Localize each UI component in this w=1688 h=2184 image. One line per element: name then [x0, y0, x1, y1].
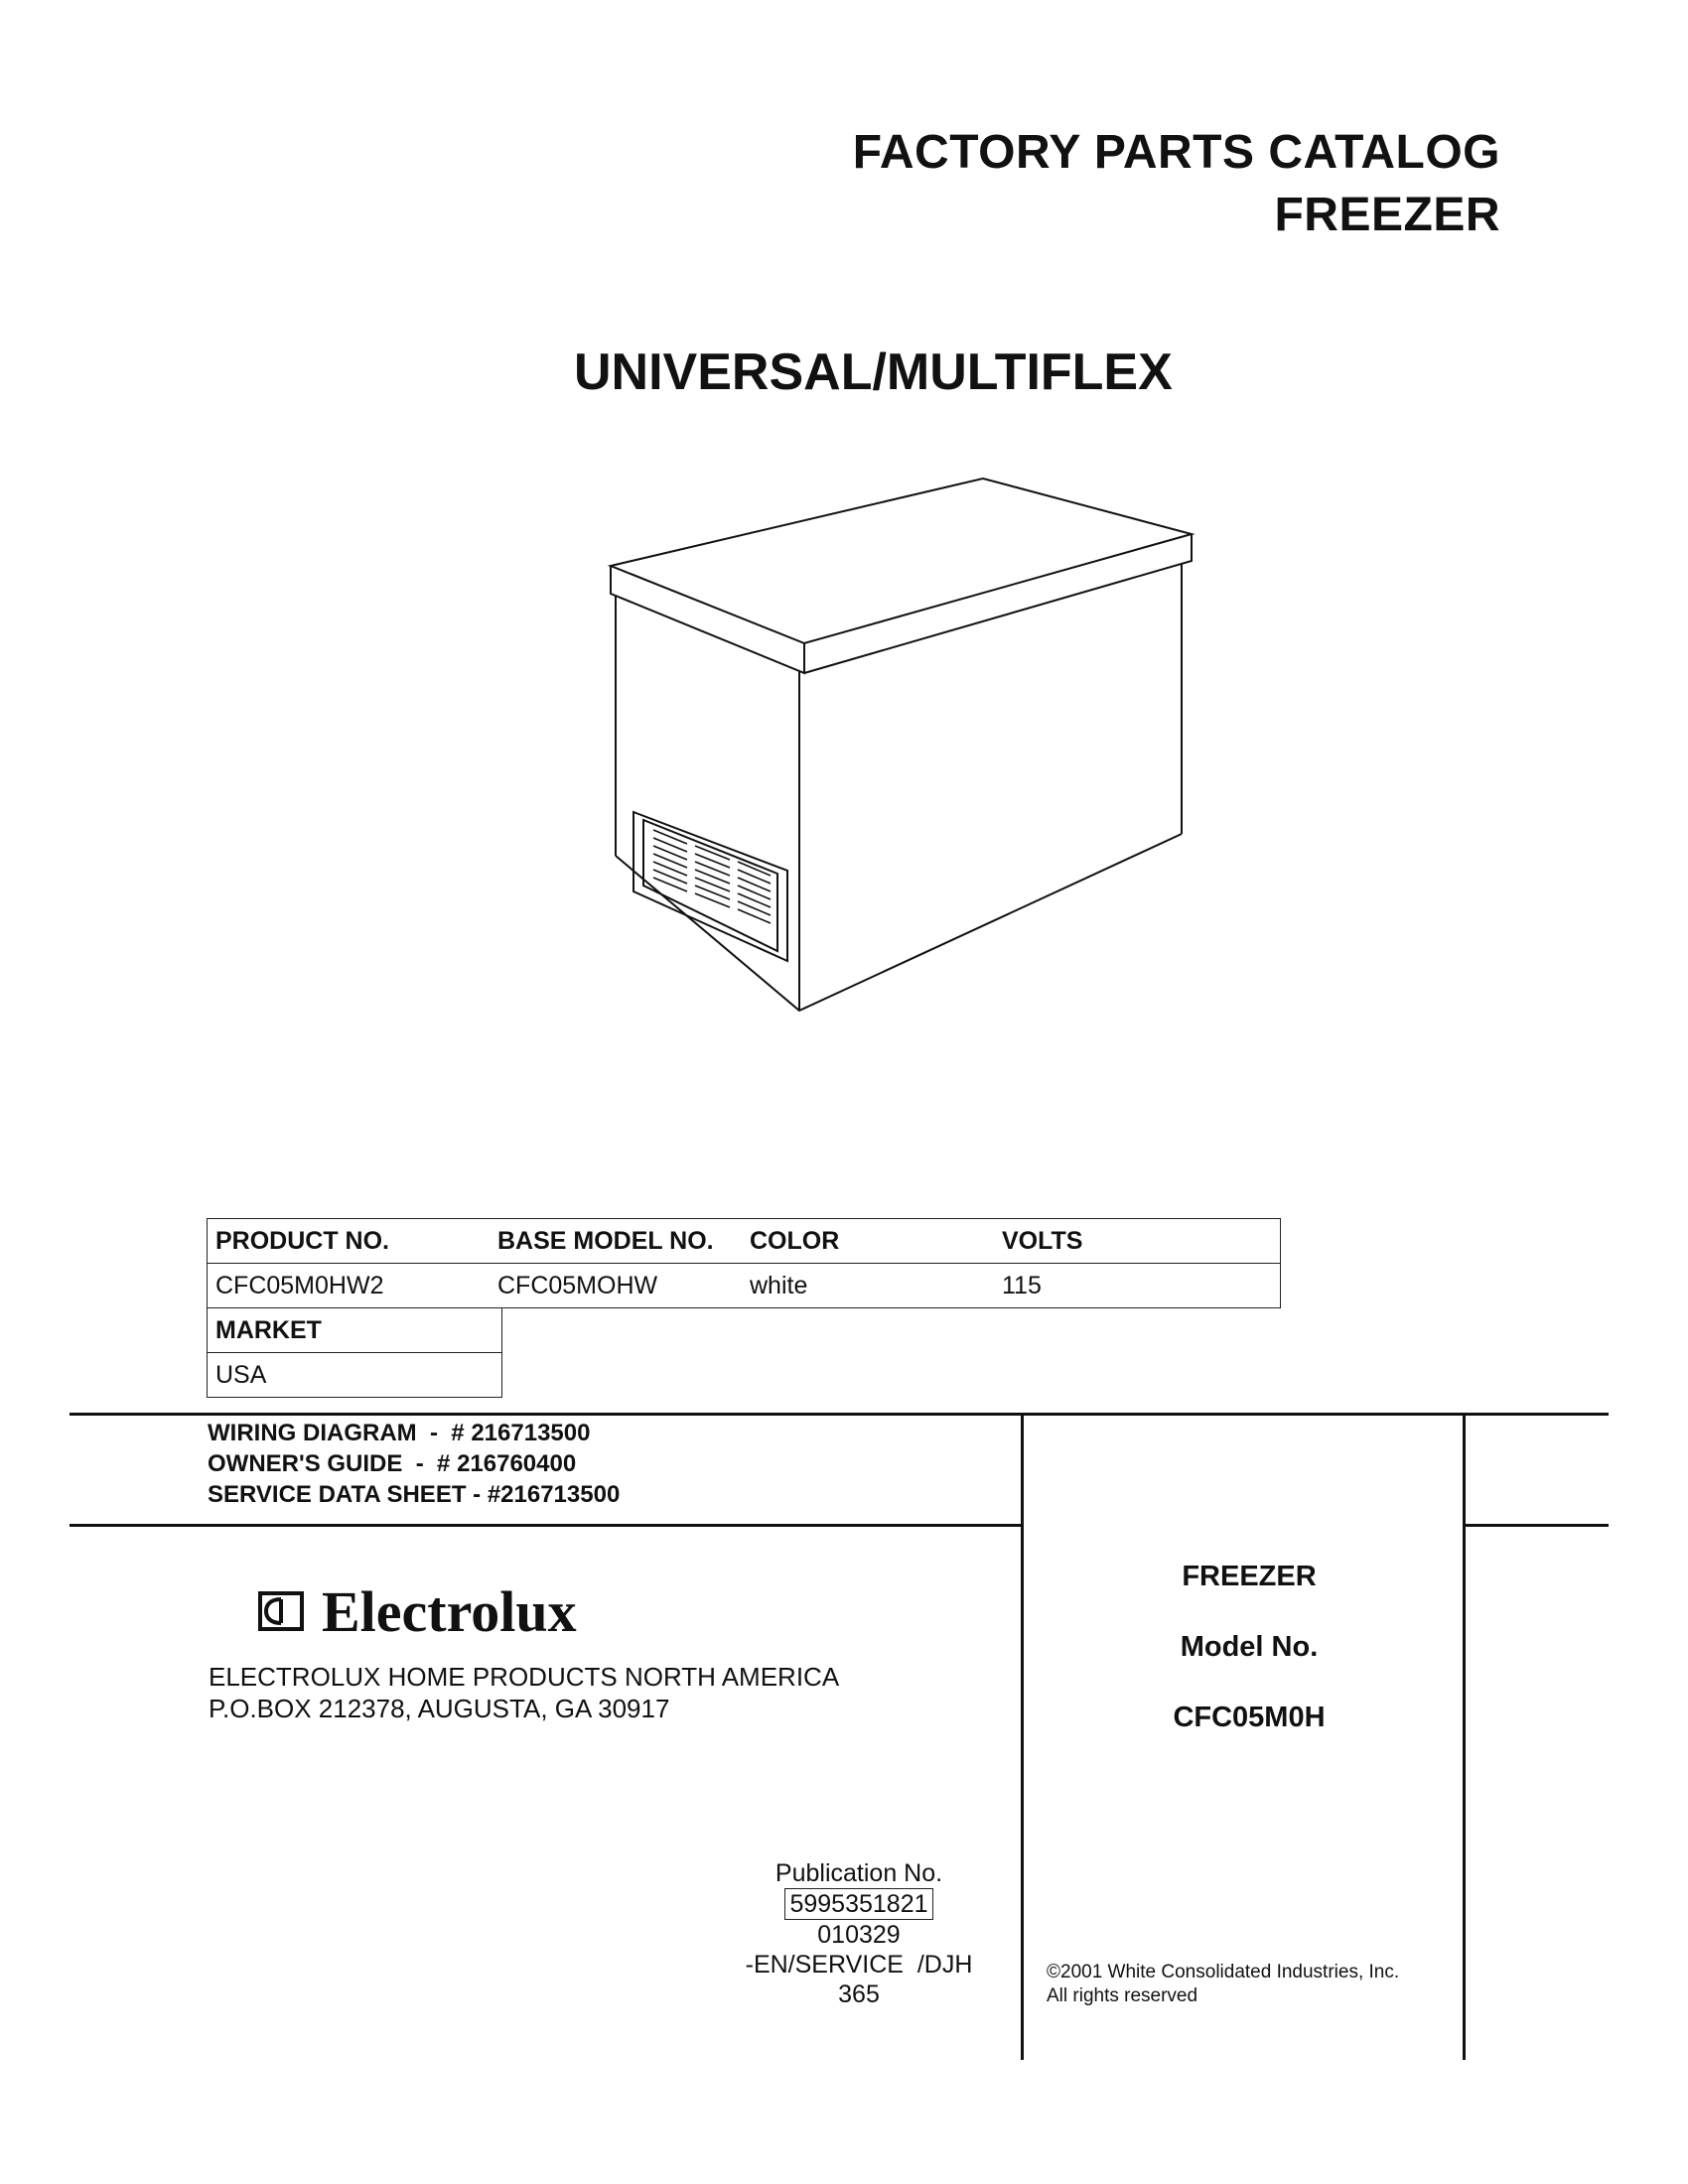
publication-number: 5995351821	[784, 1888, 932, 1920]
copyright-line2: All rights reserved	[1047, 1985, 1198, 2006]
address-line1: ELECTROLUX HOME PRODUCTS NORTH AMERICA	[209, 1662, 840, 1692]
market-header: MARKET	[208, 1308, 502, 1353]
model-label: Model No.	[1180, 1631, 1319, 1663]
spec-header-row	[208, 1219, 1281, 1264]
publication-date-code: 010329	[817, 1921, 901, 1949]
chest-freezer-icon	[576, 467, 1221, 1027]
spec-data-row	[208, 1264, 1281, 1308]
cell-volts: 115	[994, 1264, 1281, 1308]
market-value: USA	[208, 1353, 502, 1398]
publication-block	[730, 1858, 988, 2009]
company-address	[209, 1661, 839, 1724]
doc-service-data-sheet: SERVICE DATA SHEET - #216713500	[208, 1481, 621, 1508]
copyright-notice	[1047, 1961, 1399, 2008]
market-table	[207, 1307, 502, 1398]
series-title: UNIVERSAL/MULTIFLEX	[574, 343, 1173, 401]
publication-label: Publication No.	[774, 1859, 943, 1887]
cell-color: white	[742, 1264, 994, 1308]
doc-wiring-diagram: WIRING DIAGRAM - # 216713500	[208, 1420, 591, 1446]
divider-vertical-left	[1021, 1413, 1024, 2060]
catalog-title-line1: FACTORY PARTS CATALOG	[852, 126, 1500, 179]
product-category: FREEZER	[1182, 1561, 1317, 1592]
related-documents	[208, 1418, 620, 1510]
cell-base-model: CFC05MOHW	[490, 1264, 742, 1308]
divider-middle-left	[70, 1524, 1023, 1527]
divider-middle-right	[1465, 1524, 1609, 1527]
header-base-model: BASE MODEL NO.	[490, 1219, 742, 1264]
publication-page-code: 365	[838, 1980, 880, 2008]
address-line2: P.O.BOX 212378, AUGUSTA, GA 30917	[209, 1694, 670, 1723]
copyright-line1: ©2001 White Consolidated Industries, Inc.	[1047, 1962, 1400, 1982]
doc-owners-guide: OWNER'S GUIDE - # 216760400	[208, 1450, 577, 1477]
electrolux-logo-icon	[258, 1578, 304, 1645]
publication-edition: -EN/SERVICE /DJH	[745, 1951, 973, 1979]
brand-name: Electrolux	[322, 1579, 577, 1644]
product-panel	[1029, 1561, 1470, 1772]
header-color: COLOR	[742, 1219, 994, 1264]
divider-top	[70, 1413, 1609, 1416]
catalog-title-line2: FREEZER	[1274, 189, 1500, 241]
header-volts: VOLTS	[994, 1219, 1281, 1264]
cell-product-no: CFC05M0HW2	[208, 1264, 491, 1308]
brand-logo	[258, 1578, 577, 1645]
header-product-no: PRODUCT NO.	[208, 1219, 491, 1264]
catalog-title	[853, 121, 1500, 246]
model-number: CFC05M0H	[1173, 1702, 1326, 1733]
spec-table	[207, 1218, 1281, 1308]
